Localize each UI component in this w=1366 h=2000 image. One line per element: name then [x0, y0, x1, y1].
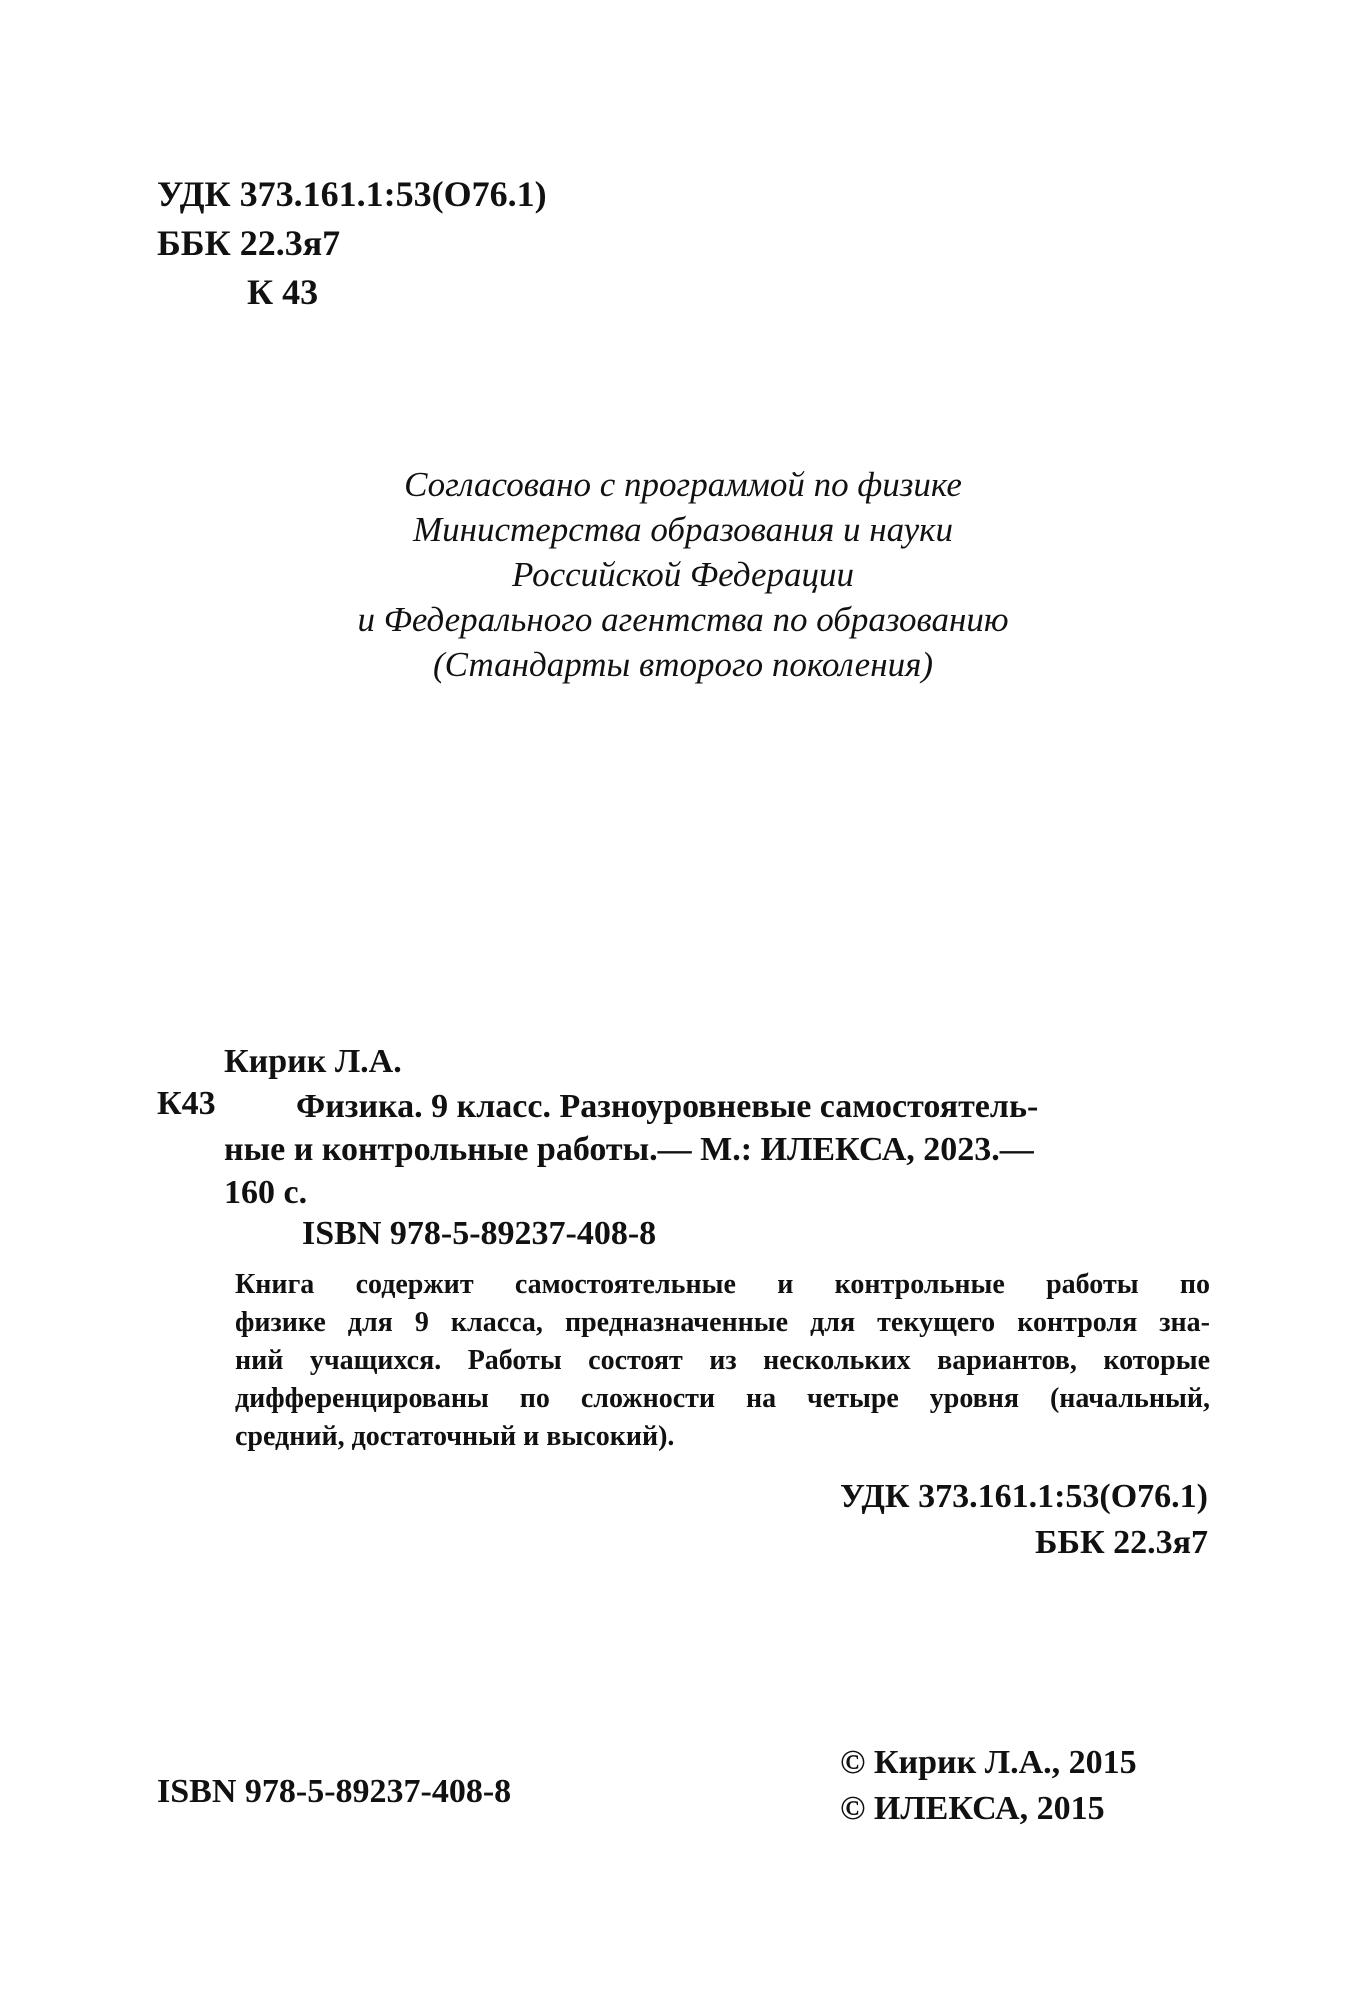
footer-isbn: ISBN 978-5-89237-408-8	[157, 1773, 512, 1810]
copyright-author: © Кирик Л.А., 2015	[840, 1744, 1137, 1781]
annotation-line: дифференцированы по сложности на четыре уровня (начальный,	[235, 1383, 1210, 1414]
annotation-line: Книга содержит самостоятельные и контрольные работы по	[235, 1269, 1210, 1300]
annotation-line: физике для 9 класса, предназначенные для текущего контроля зна-	[235, 1307, 1210, 1338]
card-classification	[600, 1474, 1208, 1566]
author-mark: К 43	[247, 272, 319, 312]
card-annotation	[235, 1266, 1210, 1456]
card-title-line: Физика. 9 класс. Разноуровневые самостоятель-	[296, 1088, 1039, 1125]
card-isbn: ISBN 978-5-89237-408-8	[302, 1215, 657, 1252]
approval-line: и Федерального агентства по образованию	[357, 600, 1009, 639]
udk-code: УДК 373.161.1:53(О76.1)	[157, 174, 547, 214]
annotation-line: средний, достаточный и высокий).	[235, 1421, 675, 1452]
card-bbk: ББК 22.3я7	[1034, 1524, 1208, 1561]
card-cipher: К43	[157, 1085, 216, 1122]
approval-line: Российской Федерации	[512, 555, 854, 594]
copyright-block	[840, 1740, 1137, 1832]
approval-line: Министерства образования и науки	[412, 510, 954, 549]
card-title	[224, 1085, 1209, 1214]
bbk-code: ББК 22.3я7	[157, 223, 341, 263]
card-udk: УДК 373.161.1:53(О76.1)	[840, 1478, 1208, 1515]
approval-line: Согласовано с программой по физике	[404, 465, 962, 504]
annotation-line: ний учащихся. Работы состоят из нескольких вариантов, которые	[235, 1345, 1210, 1376]
approval-notice	[283, 462, 1083, 687]
card-author: Кирик Л.А.	[224, 1043, 402, 1080]
card-title-line: 160 с.	[224, 1174, 308, 1211]
approval-line: (Стандарты второго поколения)	[432, 645, 934, 684]
top-classification	[157, 170, 547, 317]
copyright-publisher: © ИЛЕКСА, 2015	[840, 1790, 1105, 1827]
card-title-line: ные и контрольные работы.— М.: ИЛЕКСА, 2023.—	[224, 1131, 1034, 1168]
